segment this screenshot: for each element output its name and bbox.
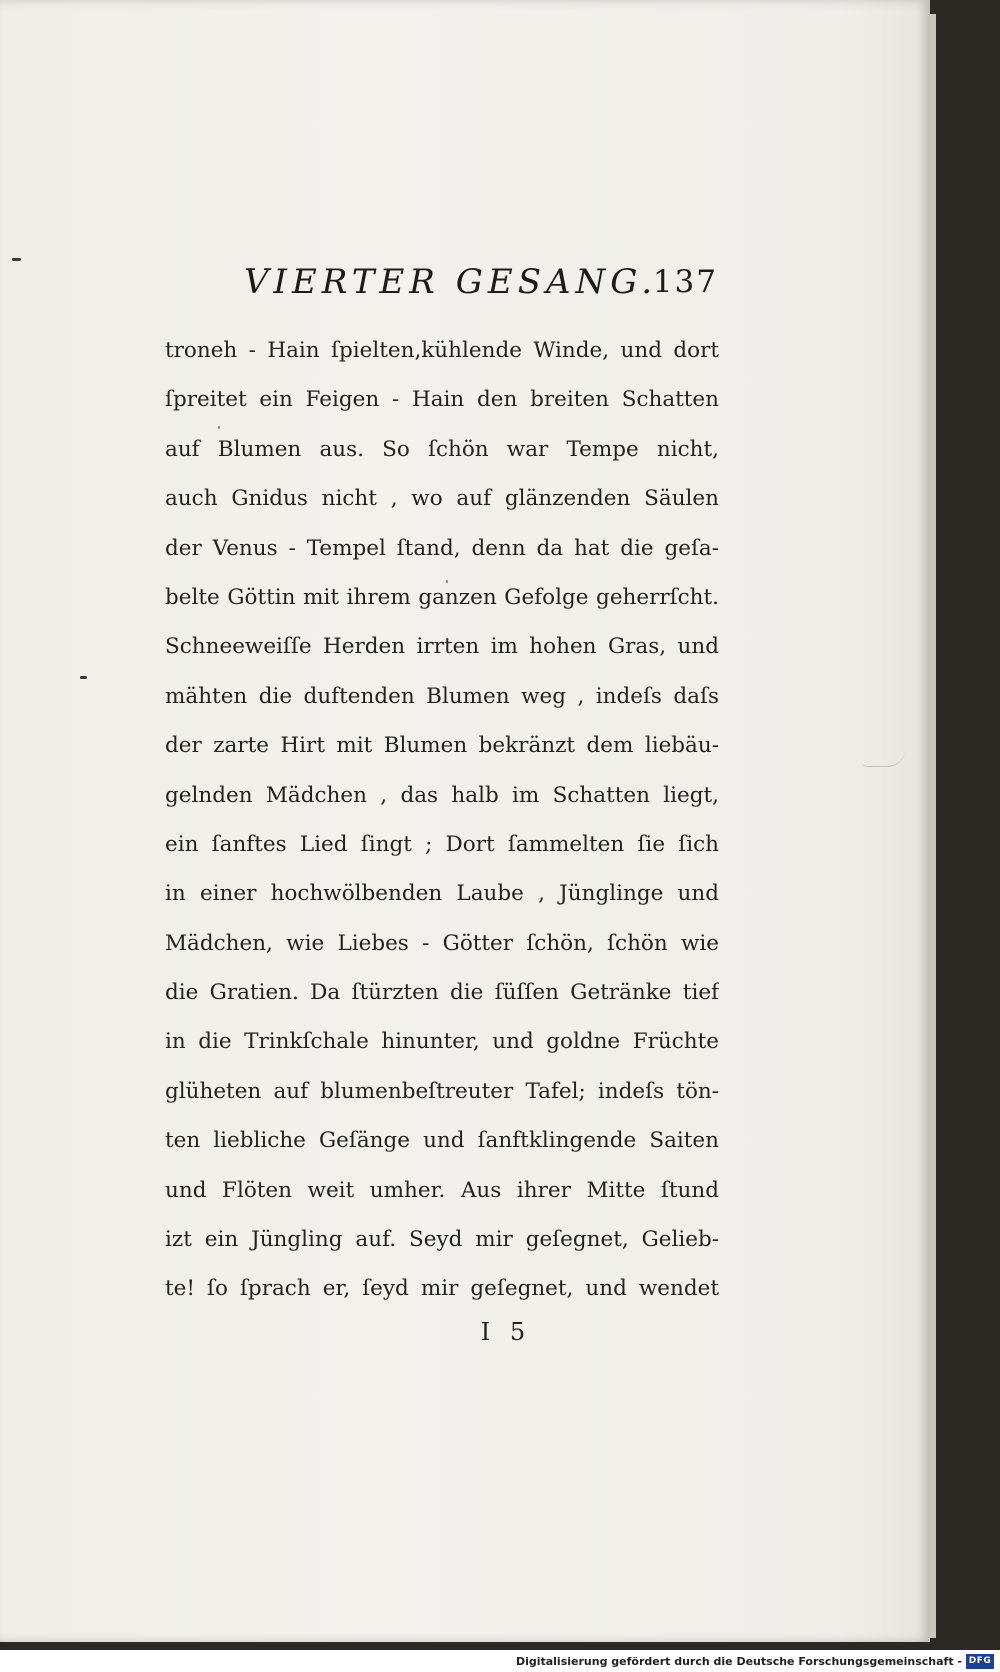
running-head: [244, 252, 718, 312]
text-line: Mädchen, wie Liebes - Götter ſchön, ſchön wie: [165, 930, 719, 956]
dfg-logo: DFG: [966, 1654, 994, 1669]
funding-credit: Digitalisierung gefördert durch die Deutsche Forschungsgemeinschaft -: [515, 1655, 962, 1668]
text-line: die Gratien. Da ſtürzten die ſüſſen Getränke tief: [165, 980, 719, 1006]
text-line: belte Göttin mit ihrem ganzen Gefolge geherrſcht.: [165, 584, 719, 610]
ink-speck: [12, 258, 21, 261]
paper-smudge: [862, 748, 906, 767]
text-line: und Flöten weit umher. Aus ihrer Mitte ſtund: [165, 1177, 719, 1203]
text-line: auf Blumen aus. So ſchön war Tempe nicht,: [165, 436, 719, 462]
text-line: der Venus - Tempel ſtand, denn da hat die geſa-: [165, 535, 719, 561]
text-line: in einer hochwölbenden Laube , Jünglinge und: [165, 881, 719, 907]
text-line: Schneeweiſſe Herden irrten im hohen Gras, und: [165, 634, 719, 660]
text-line: der zarte Hirt mit Blumen bekränzt dem liebäu-: [165, 733, 719, 759]
text-line: mähten die duftenden Blumen weg , indeſs daſs: [165, 683, 719, 709]
signature-mark: I 5: [480, 1318, 532, 1346]
text-line: izt ein Jüngling auf. Seyd mir geſegnet, Gelieb-: [165, 1227, 719, 1253]
text-line: glüheten auf blumenbeſtreuter Tafel; indeſs tön-: [165, 1078, 719, 1104]
footer-bar: [0, 1652, 1000, 1672]
text-line: te! ſo ſprach er, ſeyd mir geſegnet, und wendet: [165, 1276, 719, 1302]
text-line: ein ſanftes Lied ſingt ; Dort ſammelten ſie ſich: [165, 831, 719, 857]
text-line: in die Trinkſchale hinunter, und goldne Früchte: [165, 1029, 719, 1055]
text-line: gelnden Mädchen , das halb im Schatten liegt,: [165, 782, 719, 808]
page-number: 137: [652, 264, 718, 300]
text-line: ten liebliche Geſänge und ſanftklingende Saiten: [165, 1128, 719, 1154]
text-line: auch Gnidus nicht , wo auf glänzenden Säulen: [165, 486, 719, 512]
body-text: [165, 326, 719, 1314]
ink-speck: [80, 676, 87, 679]
text-line: troneh - Hain ſpielten,kühlende Winde, und dort: [165, 338, 719, 363]
running-head-title: VIERTER GESANG.: [244, 262, 658, 302]
text-line: ſpreitet ein Feigen - Hain den breiten Schatten: [165, 387, 719, 413]
page-edge: [930, 14, 936, 1638]
